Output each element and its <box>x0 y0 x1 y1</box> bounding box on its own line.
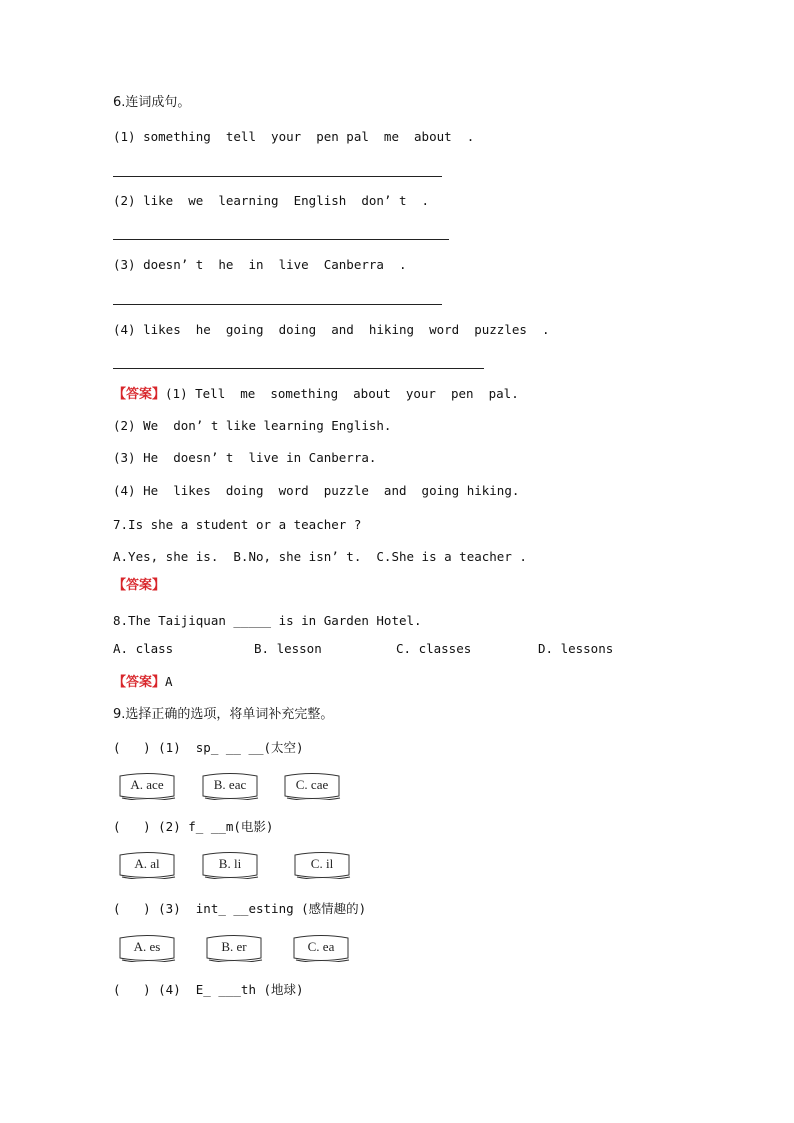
q7-options: A.Yes, she is. B.No, she isn’ t. C.She is a teacher . <box>113 549 527 564</box>
q8-question: 8.The Taijiquan _____ is in Garden Hotel. <box>113 613 422 628</box>
answer-line-2 <box>113 239 449 240</box>
q9-title: 9.选择正确的选项，将单词补充完整。 <box>113 707 334 722</box>
q9-item-4: ( ) (4) E_ ___th (地球) <box>113 982 304 997</box>
choice-card: C. ea <box>292 934 350 962</box>
choice-card: C. il <box>293 851 351 879</box>
answer-text: (1) Tell me something about your pen pal. <box>165 386 519 401</box>
q8-option-c: C. classes <box>396 641 472 656</box>
q6-answer-4: (4) He likes doing word puzzle and going hiking. <box>113 483 520 498</box>
answer-tag: 【答案】 <box>113 387 166 402</box>
answer-letter: A <box>165 674 173 689</box>
answer-line-4 <box>113 368 484 369</box>
q6-answer-1 <box>113 386 519 403</box>
answer-tag: 【答案】 <box>113 675 166 690</box>
q9-item-3: ( ) (3) int_ __esting (感情趣的) <box>113 901 367 916</box>
q6-answer-2: (2) We don’ t like learning English. <box>113 418 392 433</box>
q8-answer <box>113 674 173 691</box>
q7-answer-tag: 【答案】 <box>113 578 166 593</box>
choice-card: A. al <box>118 851 176 879</box>
q8-option-d: D. lessons <box>538 641 614 656</box>
q6-item-3: (3) doesn’ t he in live Canberra . <box>113 257 407 272</box>
q6-item-1: (1) something tell your pen pal me about . <box>113 129 475 144</box>
answer-line-1 <box>113 176 442 177</box>
choice-card: B. er <box>205 934 263 962</box>
choice-card: B. eac <box>201 772 259 800</box>
q6-item-4: (4) likes he going doing and hiking word puzzles . <box>113 322 550 337</box>
q6-answer-3: (3) He doesn’ t live in Canberra. <box>113 450 377 465</box>
q8-option-a: A. class <box>113 641 174 656</box>
choice-card: A. es <box>118 934 176 962</box>
choice-card: C. cae <box>283 772 341 800</box>
q8-option-b: B. lesson <box>254 641 322 656</box>
q7-question: 7.Is she a student or a teacher ? <box>113 517 362 532</box>
q9-item-1: ( ) (1) sp_ __ __(太空) <box>113 740 304 755</box>
q9-item-2: ( ) (2) f_ __m(电影) <box>113 819 274 834</box>
choice-card: A. ace <box>118 772 176 800</box>
answer-line-3 <box>113 304 442 305</box>
choice-card: B. li <box>201 851 259 879</box>
q8-options <box>113 641 713 657</box>
q6-item-2: (2) like we learning English don’ t . <box>113 193 430 208</box>
q6-title: 6.连词成句。 <box>113 95 191 110</box>
